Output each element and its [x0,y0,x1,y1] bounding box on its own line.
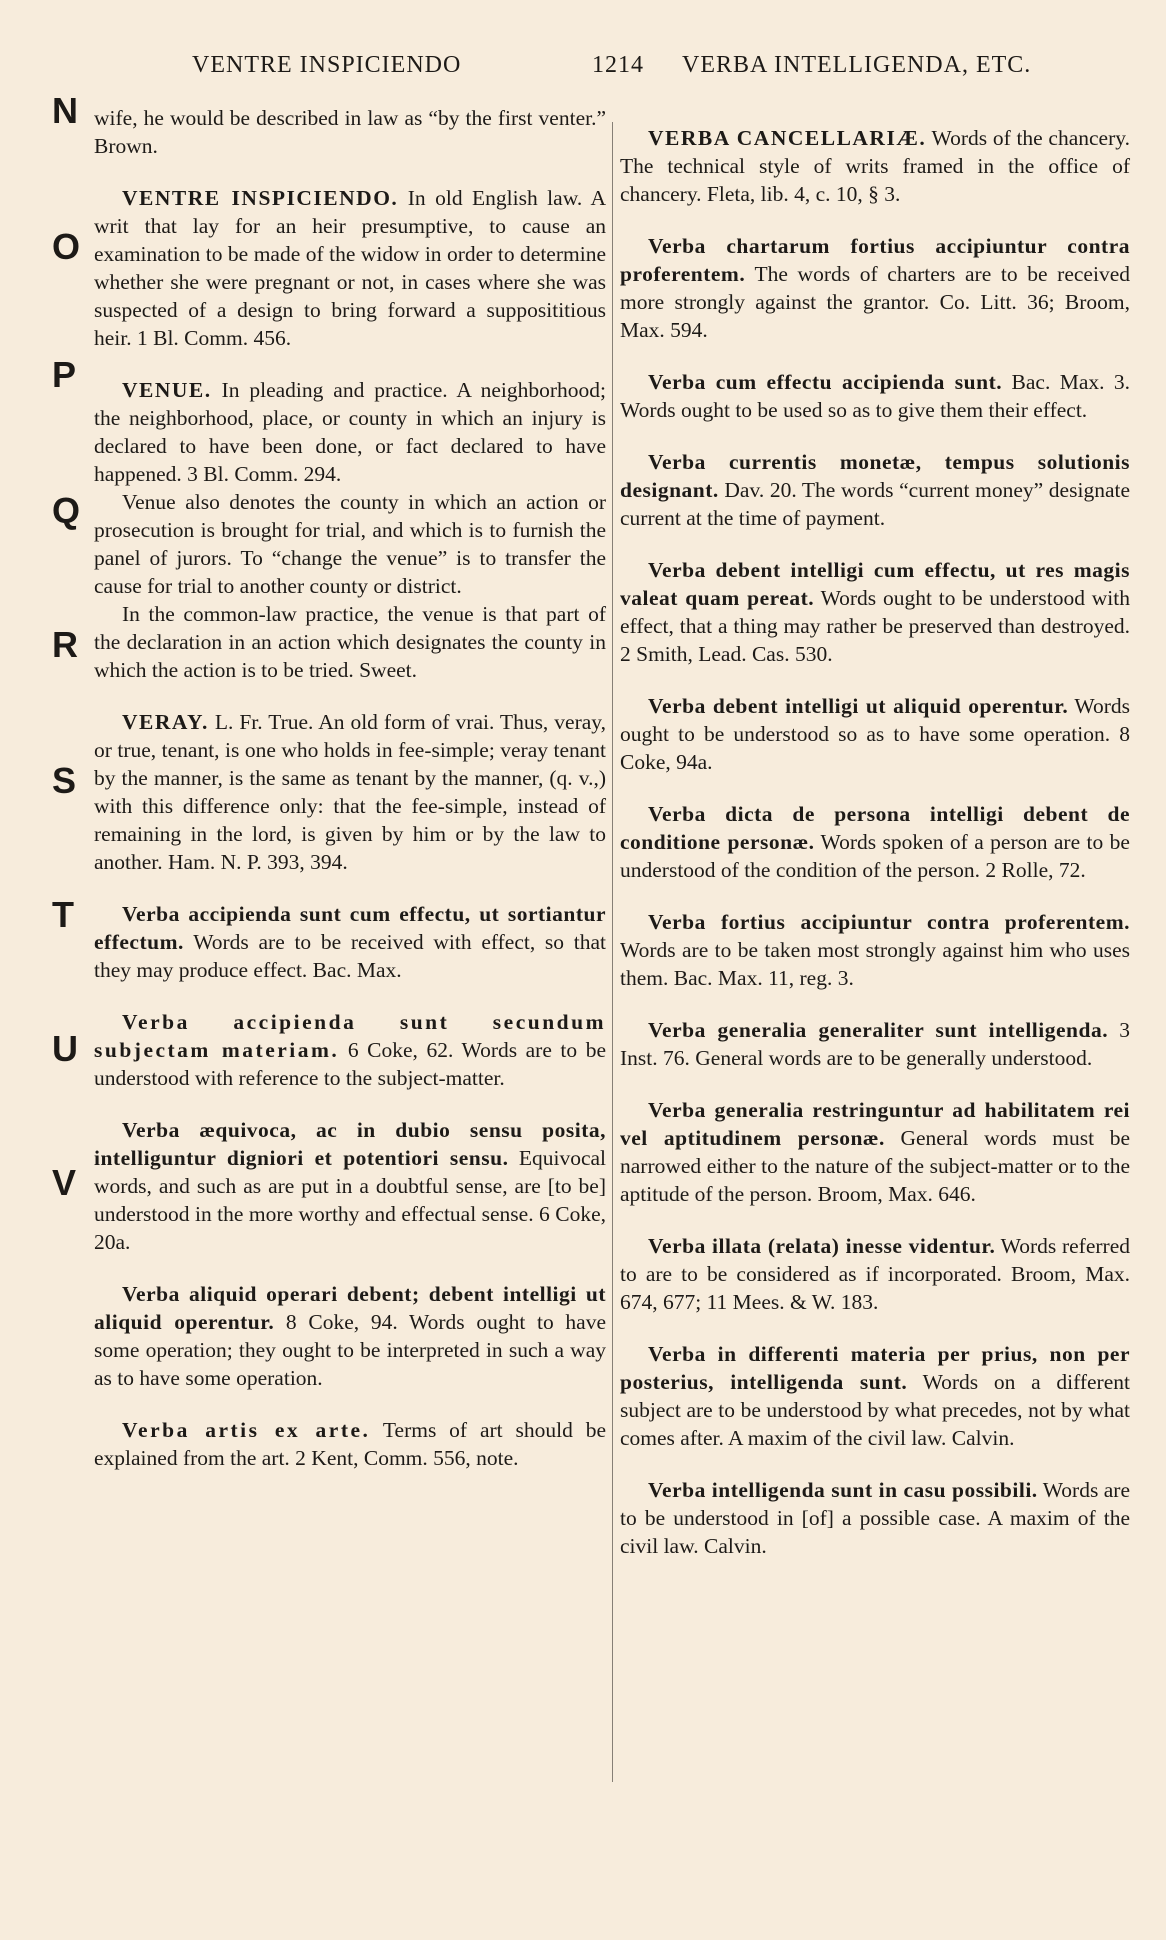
thumb-index-letter[interactable]: T [52,894,74,935]
entry-headword: Verba generalia restringuntur ad habilitatem rei vel aptitudinem personæ. [620,1098,1130,1150]
entry-definition: 6 Coke, 62. Words are to be understood with reference to the subject-matter. [94,1038,606,1090]
entry-definition: Words are to be understood in [of] a possible case. A maxim of the civil law. Calvin. [620,1478,1130,1558]
dictionary-entry [620,1096,1130,1208]
dictionary-entry [94,1280,606,1392]
entry-paragraph: In the common-law practice, the venue is that part of the declaration in an action which designates the county in which the action is to be tried. Sweet. [94,602,606,682]
dictionary-entry [620,692,1130,776]
entry-headword: Verba debent intelligi cum effectu, ut res magis valeat quam pereat. [620,558,1130,610]
entry-definition: Words of the chancery. The technical style of writs framed in the office of chancery. Fleta, lib. 4, c. 10, § 3. [620,126,1130,206]
page-number: 1214 [592,52,644,78]
entry-definition: The words of charters are to be received more strongly against the grantor. Co. Litt. 36; Broom, Max. 594. [620,262,1130,342]
thumb-index-letter[interactable]: V [52,1162,77,1203]
column-divider [612,122,613,1782]
thumb-index-letter[interactable]: P [52,354,77,395]
entry-definition: 8 Coke, 94. Words ought to have some operation; they ought to be interpreted in such a way as to have some operation. [94,1310,607,1390]
entry-headword: VENUE. [122,378,212,402]
entry-definition: 3 Inst. 76. General words are to be generally understood. [620,1018,1131,1070]
entry-definition: In old English law. A writ that lay for an heir presumptive, to cause an examination to be made of the widow in order to determine whether she were pregnant or not, in cases where she was suspected of a design to bring forward a supposititious heir. 1 Bl. Comm. 456. [94,186,606,350]
entry-definition: Terms of art should be explained from the art. 2 Kent, Comm. 556, note. [94,1418,606,1470]
dictionary-entry [94,900,606,984]
entry-definition: Words referred to are to be considered as if incorporated. Broom, Max. 674, 677; 11 Mees. & W. 183. [620,1234,1130,1314]
entry-headword: Verba artis ex arte. [122,1418,371,1442]
thumb-index-letter[interactable]: R [52,624,78,665]
entry-headword: Verba currentis monetæ, tempus solutionis designant. [620,450,1130,502]
entry-definition: L. Fr. True. An old form of vrai. Thus, veray, or true, tenant, is one who holds in fee-simple; veray tenant by the manner, is the same as tenant by the manner, (q. v.,) with this difference only: that the fee-simple, instead of remaining in the lord, is given by him or by the law to another. Ham. N. P. 393, 394. [94,710,606,874]
dictionary-entry [620,1340,1130,1452]
entry-definition: Bac. Max. 3. Words ought to be used so as to give them their effect. [620,370,1130,422]
dictionary-entry [94,1416,606,1472]
dictionary-entry [94,1116,606,1256]
dictionary-entry [620,232,1130,344]
dictionary-entry [94,376,606,684]
entry-headword: Verba illata (relata) inesse videntur. [648,1234,996,1258]
entry-paragraph: Venue also denotes the county in which an action or prosecution is brought for trial, and which is to furnish the panel of jurors. To “change the venue” is to transfer the cause for trial to another county or district. [94,490,606,598]
entry-headword: Verba æquivoca, ac in dubio sensu posita, intelliguntur digniori et potentiori sensu. [94,1118,606,1170]
dictionary-entry [620,908,1130,992]
entry-definition: Words ought to be understood with effect, that a thing may rather be preserved than destroyed. 2 Smith, Lead. Cas. 530. [620,586,1130,666]
right-column [620,124,1130,1584]
entry-definition: Words are to be taken most strongly against him who uses them. Bac. Max. 11, reg. 3. [620,938,1130,990]
entry-headword: Verba accipienda sunt cum effectu, ut sortiantur effectum. [94,902,606,954]
entry-headword: VERAY. [122,710,209,734]
thumb-index-letter[interactable]: S [52,760,77,801]
entry-headword: Verba generalia generaliter sunt intelligenda. [648,1018,1109,1042]
thumb-index-letter[interactable]: N [52,90,78,131]
entry-definition: Dav. 20. The words “current money” designate current at the time of payment. [620,478,1130,530]
dictionary-entry [94,708,606,876]
left-running-title: VENTRE INSPICIENDO [192,52,462,78]
dictionary-entry [620,124,1130,208]
entry-headword: Verba debent intelligi ut aliquid operentur. [648,694,1069,718]
entry-definition: Words are to be received with effect, so that they may produce effect. Bac. Max. [94,930,606,982]
entry-definition: Equivocal words, and such as are put in a doubtful sense, are [to be] understood in the more worthy and effectual sense. 6 Coke, 20a. [94,1146,607,1254]
dictionary-entry [94,104,606,160]
dictionary-entry [620,368,1130,424]
thumb-index-letter[interactable]: U [52,1028,78,1069]
entry-headword: Verba accipienda sunt secundum subjectam materiam. [94,1010,606,1062]
entry-definition: General words must be narrowed either to the nature of the subject-matter or to the aptitude of the person. Broom, Max. 646. [620,1126,1131,1206]
dictionary-entry [620,1232,1130,1316]
entry-definition: wife, he would be described in law as “by the first venter.” Brown. [94,106,606,158]
entry-headword: Verba fortius accipiuntur contra proferentem. [648,910,1130,934]
left-column [94,104,606,1496]
dictionary-entry [94,184,606,352]
right-running-title: VERBA INTELLIGENDA, ETC. [682,52,1032,78]
thumb-index-letter[interactable]: O [52,226,81,267]
entry-headword: Verba dicta de persona intelligi debent de conditione personæ. [620,802,1130,854]
entry-definition: In pleading and practice. A neighborhood; the neighborhood, place, or county in which an injury is declared to have been done, or fact declared to have happened. 3 Bl. Comm. 294. [94,378,606,486]
entry-headword: Verba chartarum fortius accipiuntur contra proferentem. [620,234,1130,286]
entry-headword: VENTRE INSPICIENDO. [122,186,399,210]
entry-headword: Verba aliquid operari debent; debent intelligi ut aliquid operentur. [94,1282,606,1334]
thumb-index [48,90,88,1250]
running-head [0,52,1166,92]
entry-headword: VERBA CANCELLARIÆ. [648,126,927,150]
dictionary-entry [94,1008,606,1092]
entry-headword: Verba intelligenda sunt in casu possibili. [648,1478,1038,1502]
entry-headword: Verba cum effectu accipienda sunt. [648,370,1003,394]
dictionary-entry [620,556,1130,668]
dictionary-entry [620,448,1130,532]
dictionary-entry [620,1476,1130,1560]
dictionary-entry [620,800,1130,884]
entry-headword: Verba in differenti materia per prius, non per posterius, intelligenda sunt. [620,1342,1130,1394]
entry-definition: Words on a different subject are to be understood by what precedes, not by what comes after. A maxim of the civil law. Calvin. [620,1370,1130,1450]
entry-definition: Words ought to be understood so as to have some operation. 8 Coke, 94a. [620,694,1130,774]
entry-definition: Words spoken of a person are to be understood of the condition of the person. 2 Rolle, 72. [620,830,1130,882]
thumb-index-letter[interactable]: Q [52,490,81,531]
dictionary-entry [620,1016,1130,1072]
